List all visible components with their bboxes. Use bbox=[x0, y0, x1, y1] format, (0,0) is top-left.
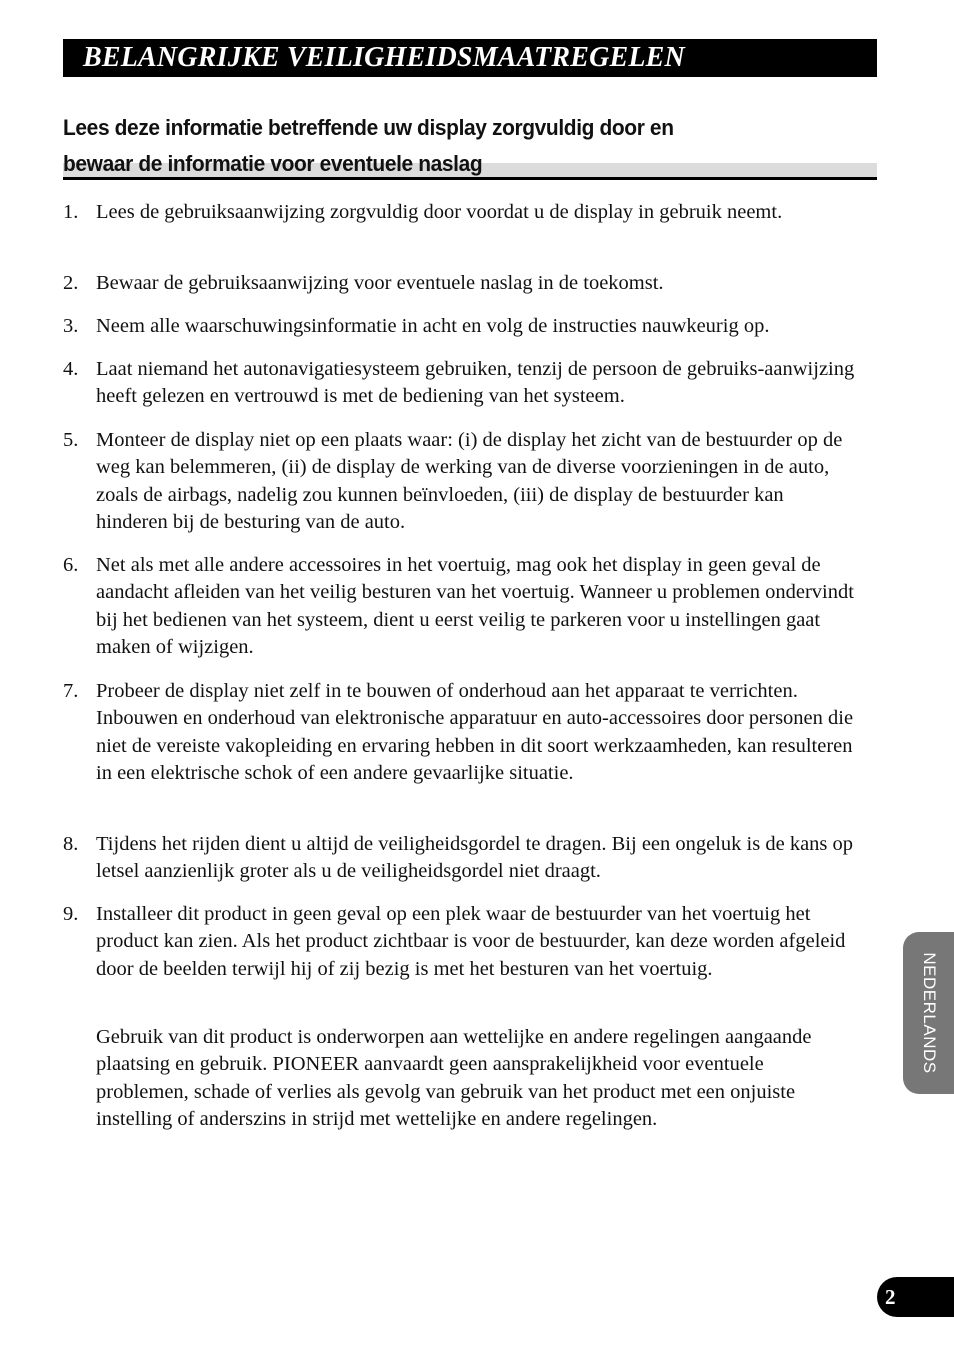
subtitle-line-2: bewaar de informatie voor eventuele naslag bbox=[63, 151, 483, 176]
page-number-tab bbox=[877, 1277, 954, 1317]
subtitle bbox=[63, 110, 820, 182]
page-number: 2 bbox=[885, 1285, 896, 1309]
item-number: 4. bbox=[63, 358, 79, 380]
item-number: 6. bbox=[63, 554, 79, 576]
item-text: Net als met alle andere accessoires in het voertuig, mag ook het display in geen geval de aandacht afleiden van het veilig besturen van het voertuig. Wanneer u problemen ondervindt bij het bedienen van het systeem, dient u eerst veilig te parkeren voor u instellingen gaat maken of wijzigen. bbox=[96, 554, 854, 658]
item-text: Installeer dit product in geen geval op een plek waar de bestuurder van het voertuig het product kan zien. Als het product zichtbaar is voor de bestuurder, kan deze worden afgeleid door de beelden terwijl hij of zij bezig is met het besturen van het voertuig. bbox=[96, 903, 846, 980]
item-number: 7. bbox=[63, 680, 79, 702]
item-number: 2. bbox=[63, 272, 79, 294]
subtitle-rule bbox=[63, 177, 877, 180]
item-text: Lees de gebruiksaanwijzing zorgvuldig door voordat u de display in gebruik neemt. bbox=[96, 201, 783, 223]
item-number: 5. bbox=[63, 429, 79, 451]
item-number: 1. bbox=[63, 201, 79, 223]
subtitle-line-1: Lees deze informatie betreffende uw display zorgvuldig door en bbox=[63, 115, 674, 140]
section-title-bar bbox=[63, 39, 877, 77]
item-text: Bewaar de gebruiksaanwijzing voor eventuele naslag in de toekomst. bbox=[96, 272, 664, 294]
section-title: BELANGRIJKE VEILIGHEIDSMAATREGELEN bbox=[83, 42, 685, 73]
item-number: 9. bbox=[63, 903, 79, 925]
language-tab bbox=[903, 932, 954, 1094]
item-number: 3. bbox=[63, 315, 79, 337]
item-text: Monteer de display niet op een plaats waar: (i) de display het zicht van de bestuurder op de weg kan belemmeren, (ii) de display de werking van de diverse voorzieningen in de auto, zoals de airbags, nadelig zou kunnen beïnvloeden, (iii) de display de bestuurder kan hinderen bij de besturing van de auto. bbox=[96, 429, 843, 533]
item-text: Laat niemand het autonavigatiesysteem gebruiken, tenzij de persoon de gebruiks-aanwijzing heeft gelezen en vertrouwd is met de bediening van het systeem. bbox=[96, 358, 855, 408]
language-tab-label: NEDERLANDS bbox=[919, 952, 939, 1074]
item-text: Neem alle waarschuwingsinformatie in acht en volg de instructies nauwkeurig op. bbox=[96, 315, 770, 337]
item-text: Tijdens het rijden dient u altijd de veiligheidsgordel te dragen. Bij een ongeluk is de kans op letsel aanzienlijk groter als u de veiligheidsgordel niet draagt. bbox=[96, 833, 854, 883]
item-text: Probeer de display niet zelf in te bouwen of onderhoud aan het apparaat te verrichten. Inbouwen en onderhoud van elektronische apparatuur en auto-accessoires door personen die niet de vereiste vakopleiding en ervaring hebben in dit soort werkzaamheden, kan resulteren in een elektrische schok of een andere gevaarlijke situatie. bbox=[96, 680, 854, 784]
legal-note: Gebruik van dit product is onderworpen aan wettelijke en andere regelingen aangaande plaatsing en gebruik. PIONEER aanvaardt geen aansprakelijkheid voor eventuele problemen, schade of verlies als gevolg van gebruik van het product met een onjuiste instelling of anderszins in strijd met wettelijke en andere regelingen. bbox=[96, 1026, 812, 1130]
item-number: 8. bbox=[63, 833, 79, 855]
